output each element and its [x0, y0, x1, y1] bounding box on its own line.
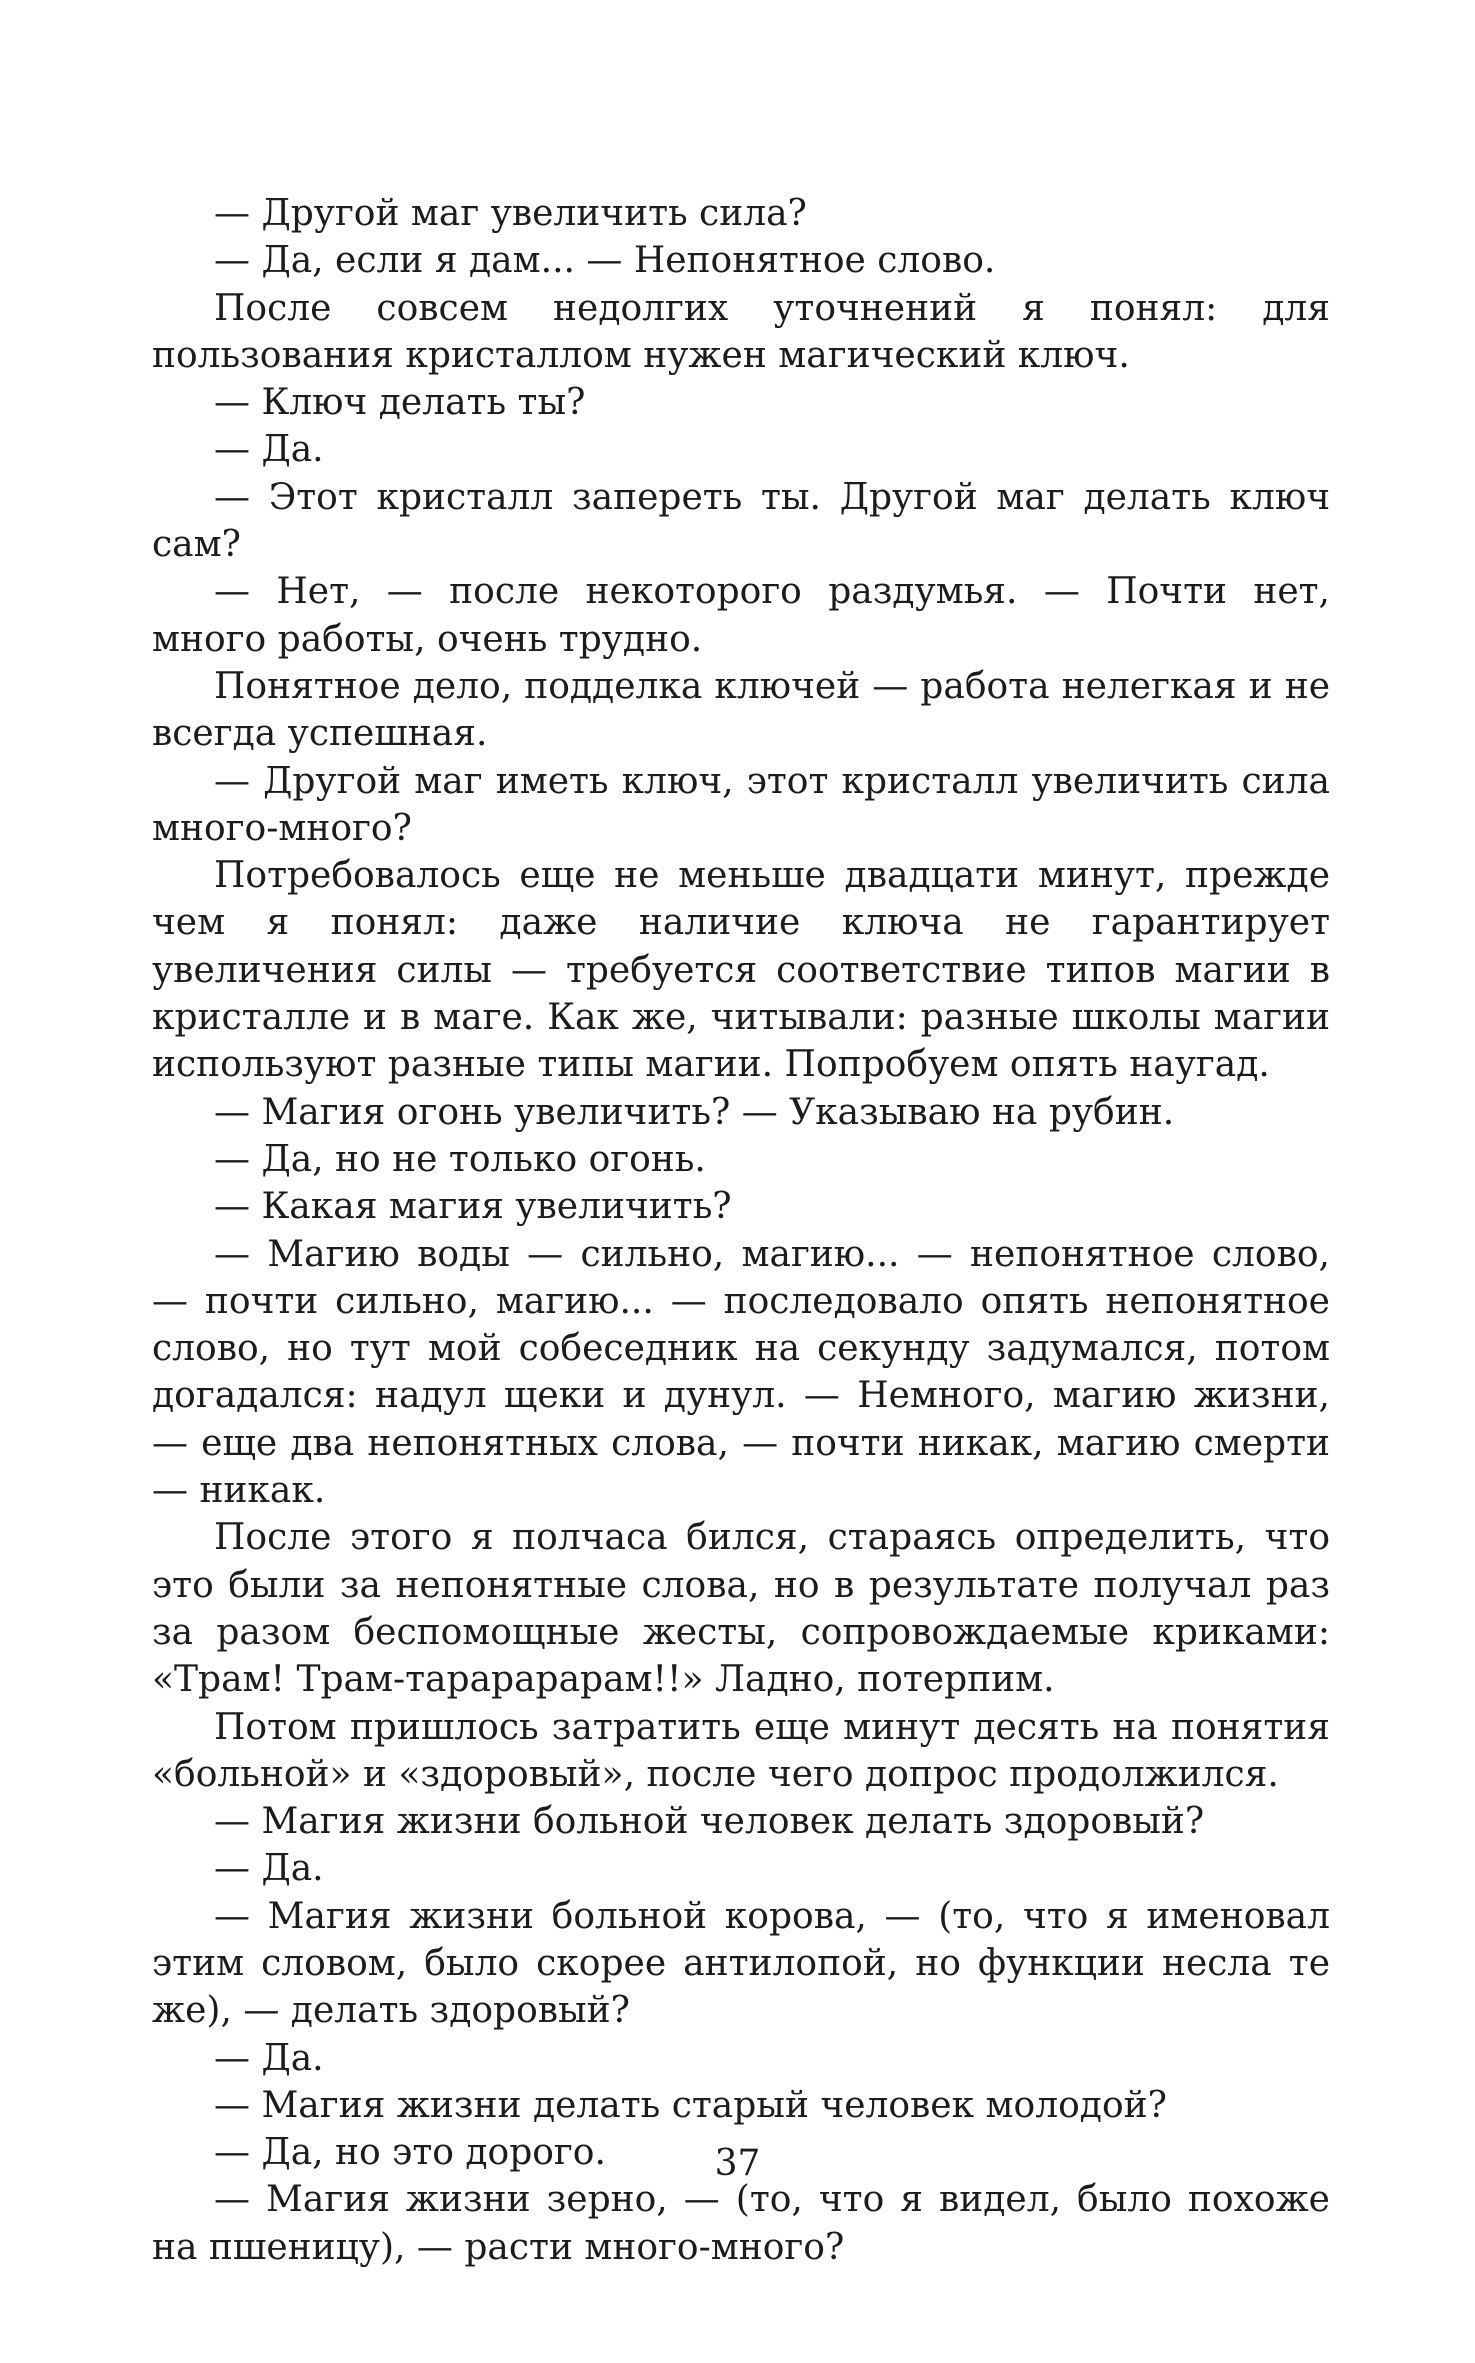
paragraph-3: После совсем недолгих уточнений я понял: для пользования кристаллом нужен магический ключ.	[152, 287, 1330, 376]
paragraph-2: — Да, если я дам... — Непонятное слово.	[214, 240, 996, 282]
paragraph-12: — Да, но не только огонь.	[214, 1138, 706, 1180]
paragraph-23: — Магия жизни зерно, — (то, что я видел, было похоже на пшеницу), — расти много-много?	[152, 2179, 1330, 2268]
paragraph-9: — Другой маг иметь ключ, этот кристалл увеличить сила много-много?	[152, 760, 1330, 849]
paragraph-20: — Да.	[214, 2037, 324, 2079]
paragraph-18: — Да.	[214, 1848, 324, 1890]
paragraph-19: — Магия жизни больной корова, — (то, что я именовал этим словом, было скорее антилопой, но функции несла те же), — делать здоровый?	[152, 1895, 1330, 2032]
paragraph-1: — Другой маг увеличить сила?	[214, 193, 807, 234]
paragraph-16: Потом пришлось затратить еще минут десять на понятия «больной» и «здоровый», после чего допрос продолжился.	[152, 1706, 1330, 1795]
page-text	[152, 190, 1330, 2271]
page-number: 37	[714, 2143, 761, 2184]
paragraph-7: — Нет, — после некоторого раздумья. — Почти нет, много работы, очень трудно.	[152, 571, 1330, 660]
paragraph-5: — Да.	[214, 429, 324, 471]
paragraph-21: — Магия жизни делать старый человек молодой?	[214, 2084, 1167, 2126]
paragraph-6: — Этот кристалл запереть ты. Другой маг делать ключ сам?	[152, 476, 1330, 566]
paragraph-8: Понятное дело, подделка ключей — работа нелегкая и не всегда успешная.	[152, 665, 1330, 755]
paragraph-4: — Ключ делать ты?	[214, 382, 586, 424]
paragraph-15: После этого я полчаса бился, стараясь определить, что это были за непонятные слова, но в результате получал раз за разом беспомощные жесты, сопровождаемые криками: «Трам! Трам-тарарарарам!!» Ладно, потерпим.	[152, 1517, 1330, 1701]
paragraph-10: Потребовалось еще не меньше двадцати минут, прежде чем я понял: даже наличие ключа не гарантирует увеличения силы — требуется соответствие типов магии в кристалле и в маге. Как же, читывали: разные школы магии используют разные типы магии. Попробуем опять наугад.	[152, 855, 1330, 1086]
paragraph-13: — Какая магия увеличить?	[214, 1186, 732, 1228]
paragraph-11: — Магия огонь увеличить? — Указываю на рубин.	[214, 1091, 1175, 1133]
paragraph-22: — Да, но это дорого.	[214, 2132, 606, 2174]
paragraph-14: — Магию воды — сильно, магию... — непонятное слово, — почти сильно, магию... — последовало опять непонятное слово, но тут мой собеседник на секунду задумался, потом догадался: надул щеки и дунул. — Немного, магию жизни, — еще два непонятных слова, — почти никак, магию смерти — никак.	[152, 1233, 1330, 1512]
paragraph-17: — Магия жизни больной человек делать здоровый?	[214, 1801, 1205, 1843]
